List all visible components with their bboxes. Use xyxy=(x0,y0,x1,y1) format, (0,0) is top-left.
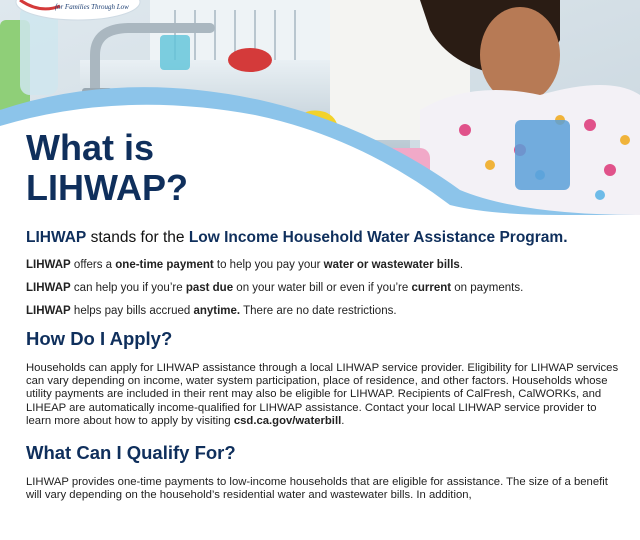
p2-bold-b: current xyxy=(411,282,452,294)
p2-bold-a: past due xyxy=(185,282,234,294)
apply-end: . xyxy=(341,414,345,427)
intro-paragraph-1 xyxy=(26,258,622,272)
p1-text-b: to help you pay your xyxy=(213,259,324,271)
apply-heading: How Do I Apply? xyxy=(26,328,173,349)
p1-bold-b: water or wastewater bills xyxy=(323,259,460,271)
main-content xyxy=(26,228,622,502)
p2-text-c: on payments. xyxy=(451,282,524,294)
p3-text-a: helps pay bills accrued xyxy=(70,305,194,317)
logo-tagline: for Families Through Low xyxy=(55,3,129,11)
lead-program-name: Low Income Household Water Assistance Program. xyxy=(188,229,568,246)
p1-bold-a: one-time payment xyxy=(115,259,214,271)
qualify-body: LIHWAP provides one-time payments to low-income households that are eligible for assistance. The size of a benefit will vary depending on the household’s residential water and wastewater bills. In addition, xyxy=(26,476,608,502)
apply-body xyxy=(26,362,622,428)
intro-paragraph-2 xyxy=(26,281,622,295)
lead-text: stands for the xyxy=(86,229,189,246)
waterbill-link[interactable]: csd.ca.gov/waterbill xyxy=(233,414,342,427)
p2-acronym: LIHWAP xyxy=(26,282,71,294)
title-line-1: What is xyxy=(26,127,155,168)
p1-text-c: . xyxy=(459,259,464,271)
intro-paragraph-3 xyxy=(26,304,622,318)
p3-text-b: There are no date restrictions. xyxy=(240,305,397,317)
apply-text: Households can apply for LIHWAP assistance through a local LIHWAP service provider. Eligibility for LIHWAP services can vary depending on income, water system participation, place of residence, and other factors. Households whose utility payments are included in their rent may also be eligible for LIHWAP. Recipients of CalFresh, CalWORKs, and LIHEAP are automatically income-qualified for LIHWAP assistance. Contact your local LIHWAP service provider to learn more about how to apply by visiting xyxy=(26,362,619,427)
qualify-heading: What Can I Qualify For? xyxy=(26,442,236,464)
p2-text-a: can help you if you’re xyxy=(70,282,186,294)
title-line-2: LIHWAP? xyxy=(26,167,188,208)
intro-lead xyxy=(26,228,622,248)
p3-bold-a: anytime. xyxy=(193,305,241,317)
page-title xyxy=(26,128,188,208)
lead-acronym: LIHWAP xyxy=(26,229,87,246)
p1-acronym: LIHWAP xyxy=(26,259,71,271)
p3-acronym: LIHWAP xyxy=(26,305,71,317)
p1-text-a: offers a xyxy=(70,259,116,271)
p2-text-b: on your water bill or even if you’re xyxy=(233,282,412,294)
